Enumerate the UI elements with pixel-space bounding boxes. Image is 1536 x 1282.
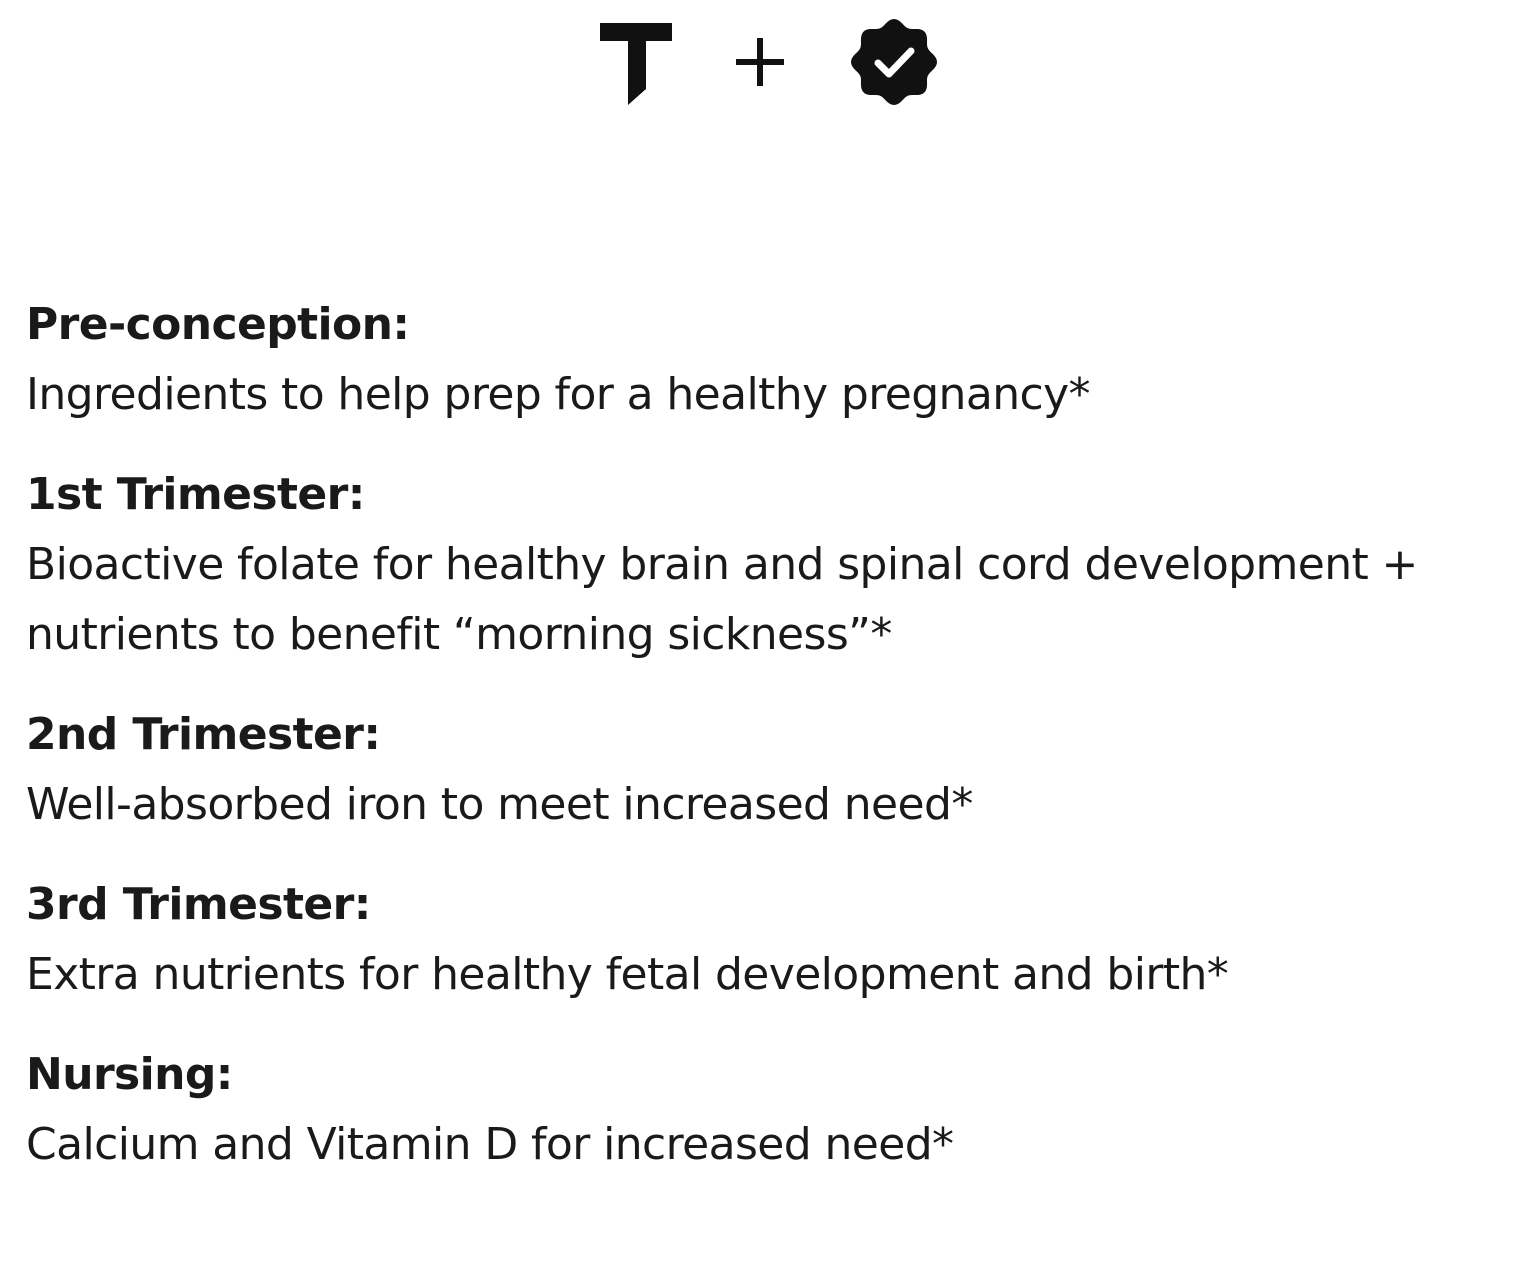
- stage-item-2nd-trimester: [26, 700, 1526, 840]
- stage-title: Pre-conception:: [26, 299, 410, 350]
- stage-description: Well-absorbed iron to meet increased need*: [26, 779, 973, 830]
- stage-item-pre-conception: [26, 290, 1526, 430]
- plus-icon: [732, 34, 788, 90]
- brand-header: [0, 16, 1536, 108]
- stage-item-3rd-trimester: [26, 870, 1526, 1010]
- brand-t-logo-icon: [598, 19, 674, 105]
- stage-title: 3rd Trimester:: [26, 879, 371, 930]
- stage-description: Calcium and Vitamin D for increased need*: [26, 1119, 954, 1170]
- stage-description: Bioactive folate for healthy brain and spinal cord development + nutrients to benefit “morning sickness”*: [26, 539, 1418, 660]
- pregnancy-stage-list: [26, 290, 1526, 1210]
- stage-item-nursing: [26, 1040, 1526, 1180]
- stage-description: Extra nutrients for healthy fetal development and birth*: [26, 949, 1229, 1000]
- stage-title: Nursing:: [26, 1049, 233, 1100]
- stage-title: 2nd Trimester:: [26, 709, 381, 760]
- stage-item-1st-trimester: [26, 460, 1526, 670]
- verified-check-badge-icon: [850, 18, 938, 106]
- stage-description: Ingredients to help prep for a healthy pregnancy*: [26, 369, 1090, 420]
- stage-title: 1st Trimester:: [26, 469, 365, 520]
